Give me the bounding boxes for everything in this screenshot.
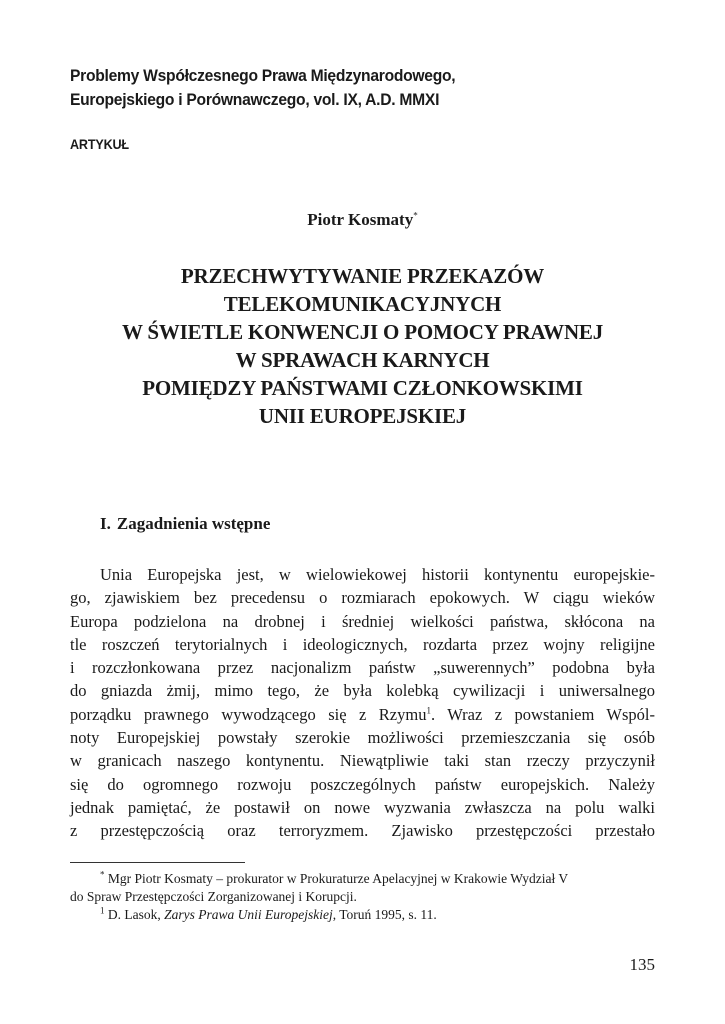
section-heading-text: Zagadnienia wstępne: [116, 514, 271, 533]
journal-title-line-2: Europejskiego i Porównawczego, vol. IX, A.D. MMXI: [70, 90, 440, 109]
footnote-reference[interactable]: 1: [426, 705, 431, 716]
footnote-author: [70, 870, 655, 888]
title-line: UNII EUROPEJSKIEJ: [258, 404, 467, 428]
author: [0, 210, 725, 230]
footnote-ref-title: Zarys Prawa Unii Europejskiej: [164, 907, 333, 922]
body-line: się do ogromnego rozwoju poszczególnych państw europejskich. Należy: [70, 774, 655, 794]
body-line-part: porządku prawnego wywodzącego się z Rzymu: [70, 704, 427, 724]
section-number: I.: [100, 514, 111, 533]
section-tag: ARTYKUŁ: [70, 136, 129, 152]
body-line: noty Europejskiej powstały szerokie możliwości przemieszczania się osób: [70, 728, 655, 748]
body-line: i rozczłonkowana przez nacjonalizm państw „suwerennych” podobna była: [70, 658, 655, 678]
body-line: jednak pamiętać, że postawił on nowe wyzwania zwłaszcza na polu walki: [70, 797, 655, 817]
body-line-with-footnote: [70, 703, 655, 726]
body-line: Unia Europejska jest, w wielowiekowej historii kontynentu europejskie-: [100, 565, 655, 584]
body-line: tle roszczeń terytorialnych i ideologicznych, rozdarta przez wojny religijne: [70, 634, 655, 654]
title-line: W ŚWIETLE KONWENCJI O POMOCY PRAWNEJ: [121, 320, 604, 344]
footnote-author-text: Mgr Piotr Kosmaty – prokurator w Prokuraturze Apelacyjnej w Krakowie Wydział V: [107, 871, 569, 886]
journal-header: [70, 64, 622, 112]
page-number: 135: [629, 955, 655, 974]
title-line: TELEKOMUNIKACYJNYCH: [223, 292, 502, 316]
body-line: go, zjawiskiem bez precedensu o rozmiarach epokowych. W ciągu wieków: [70, 588, 655, 608]
footnotes: [70, 870, 655, 924]
article-title: [60, 262, 665, 430]
footnote-author-continued: do Spraw Przestępczości Zorganizowanej i Korupcji.: [70, 889, 357, 904]
footnote-ref-author: D. Lasok,: [107, 907, 165, 922]
author-name: Piotr Kosmaty: [307, 210, 414, 229]
title-line: POMIĘDZY PAŃSTWAMI CZŁONKOWSKIMI: [142, 376, 583, 400]
body-line-part: . Wraz z powstaniem Wspól-: [430, 704, 656, 724]
journal-title-line-1: Problemy Współczesnego Prawa Międzynarodowego,: [70, 66, 456, 85]
footnote-ref-rest: , Toruń 1995, s. 11.: [332, 907, 437, 922]
body-line: do gniazda żmij, mimo tego, że była kolebką cywilizacji i uniwersalnego: [70, 681, 655, 701]
body-line: Europa podzielona na drobnej i średniej wielkości państwa, skłócona na: [70, 611, 655, 631]
footnote-divider: [70, 862, 245, 863]
footnote-1: [70, 906, 655, 924]
body-line: z przestępczością oraz terroryzmem. Zjawisko przestępczości przestało: [70, 821, 655, 841]
footnote-marker: *: [100, 869, 105, 880]
section-heading: [100, 514, 270, 534]
body-paragraph: [70, 563, 655, 843]
title-line: PRZECHWYTYWANIE PRZEKAZÓW: [180, 264, 545, 288]
footnote-number: 1: [100, 905, 105, 916]
body-line: w granicach naszego kontynentu. Niewątpliwie taki stan rzeczy przyczynił: [70, 751, 655, 771]
author-footnote-marker[interactable]: *: [413, 210, 418, 221]
title-line: W SPRAWACH KARNYCH: [235, 348, 490, 372]
